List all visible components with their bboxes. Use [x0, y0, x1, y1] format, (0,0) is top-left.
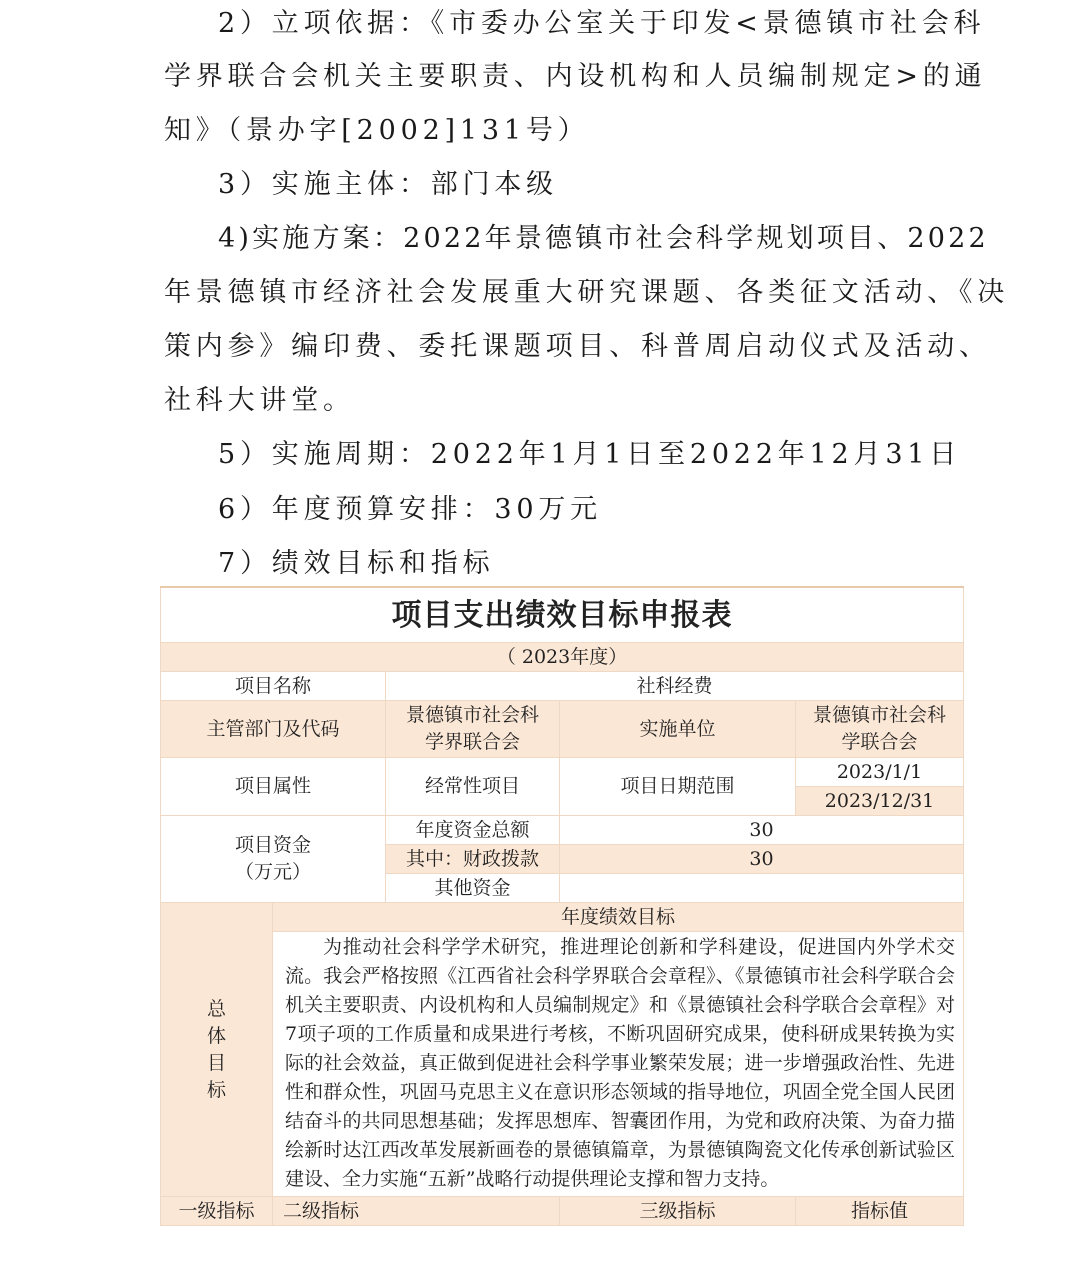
targets-line: 7）绩效目标和指标 [218, 548, 495, 579]
fiscal-label: 其中：财政拨款 [386, 845, 560, 874]
plan-line-1: 4)实施方案：2022年景德镇市社会科学规划项目、2022 [218, 223, 989, 254]
impl-unit-value: 景德镇市社会科学联合会 [796, 701, 964, 758]
annual-goal-cell [273, 932, 964, 1197]
attr-value: 经常性项目 [386, 758, 560, 816]
project-name-label: 项目名称 [161, 672, 386, 701]
annual-total-value: 30 [560, 816, 964, 845]
impl-unit-label: 实施单位 [560, 701, 796, 758]
annual-total-label: 年度资金总额 [386, 816, 560, 845]
date-start: 2023/1/1 [796, 758, 964, 787]
plan-line-2: 年景德镇市经济社会发展重大研究课题、各类征文活动、《决 [164, 277, 1010, 308]
performance-target-table [160, 586, 964, 1226]
plan-line-4: 社科大讲堂。 [164, 385, 355, 416]
dept-value: 景德镇市社会科学界联合会 [386, 701, 560, 758]
basis-line-3: 知》（景办字[2002]131号） [164, 115, 590, 146]
fiscal-value: 30 [560, 845, 964, 874]
date-range-label: 项目日期范围 [560, 758, 796, 816]
period-line: 5）实施周期：2022年1月1日至2022年12月31日 [218, 439, 962, 470]
col-level2: 二级指标 [273, 1197, 560, 1226]
budget-line: 6）年度预算安排：30万元 [218, 494, 602, 525]
dept-label: 主管部门及代码 [161, 701, 386, 758]
funds-label-text: 项目资金 [234, 834, 311, 856]
date-end: 2023/12/31 [796, 787, 964, 816]
annual-goal-text: 为推动社会科学学术研究，推进理论创新和学科建设，促进国内外学术交流。我会严格按照《江西省社会科学界联合会章程》、《景德镇市社会科学联合会机关主要职责、内设机构和人员编制规定》和《景德镇社会科学联合会章程》对7项子项的工作质量和成果进行考核，不断巩固研究成果，使科研成果转换为实际的社会效益，真正做到促进社会科学事业繁荣发展；进一步增强政治性、先进性和群众性，巩固马克思主义在意识形态领域的指导地位，巩固全党全国人民团结奋斗的共同思想基础；发挥思想库、智囊团作用，为党和政府决策、为奋力描绘新时达江西改革发展新画卷的景德镇篇章，为景德镇陶瓷文化传承创新试验区建设、全力实施“五新”战略行动提供理论支撑和智力支持。 [285, 936, 956, 1190]
funds-label [161, 816, 386, 903]
overall-goal-label [161, 903, 273, 1197]
attr-label: 项目属性 [161, 758, 386, 816]
annual-goal-label: 年度绩效目标 [273, 903, 964, 932]
other-funds-label: 其他资金 [386, 874, 560, 903]
col-level3: 三级指标 [560, 1197, 796, 1226]
overall-goal-label-text: 总体目标 [207, 997, 227, 1101]
project-name-value: 社科经费 [386, 672, 964, 701]
table-title: 项目支出绩效目标申报表 [161, 587, 964, 643]
col-value: 指标值 [796, 1197, 964, 1226]
funds-unit-text: （万元） [234, 861, 311, 883]
table-year: （ 2023年度） [161, 643, 964, 672]
col-level1: 一级指标 [161, 1197, 273, 1226]
basis-line-2: 学界联合会机关主要职责、内设机构和人员编制规定>的通 [164, 61, 987, 92]
other-funds-value [560, 874, 964, 903]
plan-line-3: 策内参》编印费、委托课题项目、科普周启动仪式及活动、 [164, 331, 991, 362]
implementer-line: 3）实施主体：部门本级 [218, 169, 558, 200]
basis-line-1: 2）立项依据：《市委办公室关于印发<景德镇市社会科 [218, 8, 986, 39]
